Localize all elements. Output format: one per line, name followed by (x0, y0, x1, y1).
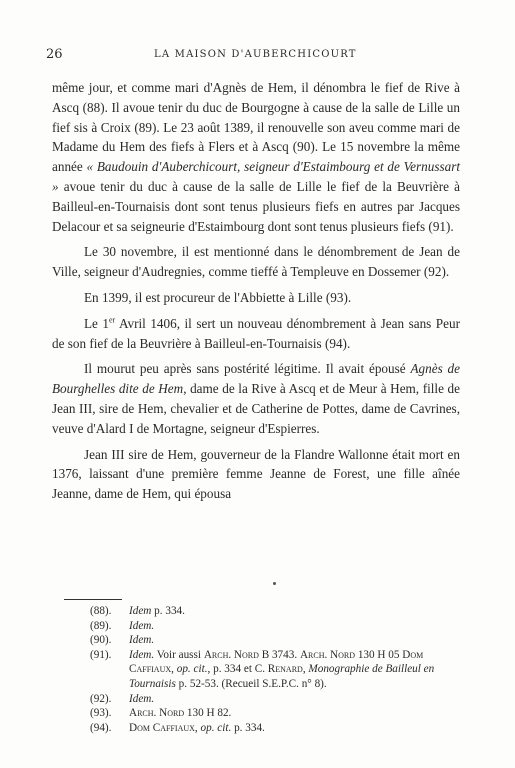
footnote-text: Idem. (129, 648, 155, 661)
footnote-text: Arch. Nord (129, 707, 185, 720)
paragraph-6: Jean III sire de Hem, gouverneur de la Flandre Wallonne était mort en 1376, laissant d'une première femme Jeanne de Forest, une fille aînée Jeanne, dame de Hem, qui épousa (52, 446, 460, 502)
footnote-text: C. Renard (254, 663, 303, 676)
footnote-number: (93). (90, 707, 112, 720)
paragraph-4-text-b: Avril 1406, il sert un nouveau dénombrement à Jean sans Peur de son fief de la Beuvrière à Bailleul-en-Tournaisis (94). (52, 315, 460, 351)
footnote-number: (91). (90, 648, 112, 661)
paragraph-1 (52, 78, 460, 236)
paragraph-2: Le 30 novembre, il est mentionné dans le dénombrement de Jean de Ville, seigneur d'Audregnies, comme tieffé à Templeuve en Dossemer (92). (52, 244, 460, 280)
paragraph-1-text-c: avoue tenir du duc à cause de la salle de Lille le fief de la Beuvrière à Bailleul-en-Tournaisis dont sont tenus plusieurs fiefs en autres par Jacques Delacour et sa seigneurie d'Estaimbourg dont sont tenus plusieurs fiefs (91). (52, 178, 460, 234)
footnote (90, 648, 462, 692)
footnote-text: op. cit. (200, 721, 232, 734)
footnote (90, 692, 462, 707)
footnote (90, 633, 462, 648)
paragraph-1-text-a: même jour, et comme mari d'Agnès de Hem, il dénombra le fief de Rive à Ascq (88). Il avoue tenir du duc de Bourgogne à cause de la salle de Lille un fief sis à Croix (89). Le 23 août 1389, il renouvelle son aveu comme mari de Madame du Hem des fiefs à Flers et à Ascq (90). Le 15 novembre la même année (52, 80, 460, 175)
footnote-number: (92). (90, 692, 112, 705)
footnote-number: (88). (90, 605, 112, 617)
paragraph-4-text-a: Le 1 (84, 315, 109, 331)
paragraph-5-text-a: Il mourut peu après sans postérité légitime. Il avait épousé (84, 361, 411, 377)
footnote-text: Voir aussi (154, 648, 204, 661)
footnote-text: Dom Caffiaux (129, 721, 195, 734)
footnote-text: 130 H 05 (355, 648, 403, 661)
page-speck (273, 582, 276, 585)
footnote-text: 130 H 82. (184, 707, 232, 720)
footnote-text: Arch. Nord (299, 648, 356, 661)
paragraph-3: En 1399, il est procureur de l'Abbiette à Lille (93). (84, 289, 352, 305)
footnote-text: p. 334. (231, 721, 265, 734)
body-text (52, 78, 460, 510)
footnote-text: Dom Caffiaux (129, 648, 424, 676)
footnote-text: Arch. Nord (203, 648, 259, 661)
paragraph-4 (52, 314, 460, 354)
footnote-text: , (302, 663, 309, 676)
footnote-text: Idem. (129, 634, 155, 647)
footnote-text: , (171, 663, 177, 676)
footnote-text: op. cit. (176, 663, 208, 676)
footnote-text: p. 334. (151, 605, 185, 617)
footnote (90, 706, 462, 721)
paragraph-4-superscript: er (109, 315, 116, 325)
page-header (46, 47, 456, 63)
footnote-number: (89). (90, 619, 112, 632)
footnote-text: B 3743. (258, 648, 300, 661)
paragraph-5-text-c: , dame de la Rive à Ascq et de Meur à Hem, fille de Jean III, sire de Hem, chevalier et de Catherine de Pottes, dame de Cavrines, veuve d'Alard I de Mortagne, seigneur d'Espierres. (52, 381, 460, 436)
footnote-text: Idem. (129, 692, 155, 705)
paragraph-1-quote: « Baudouin d'Auberchicourt, seigneur d'Estaimbourg et de Vernussart » (52, 159, 460, 194)
footnote-number: (90). (90, 634, 112, 647)
footnote-separator (64, 599, 122, 600)
footnote (90, 619, 462, 634)
paragraph-5-name: Agnès de Bourghelles dite de Hem (52, 361, 460, 397)
footnote-text: , p. 334 et (207, 663, 255, 676)
footnote-text: p. 52-53. (Recueil S.E.P.C. n° 8). (175, 677, 327, 690)
footnote (90, 604, 462, 619)
footnote (90, 721, 462, 736)
running-title: LA MAISON D'AUBERCHICOURT (154, 49, 357, 60)
footnote-number: (94). (90, 721, 112, 734)
footnotes (90, 604, 462, 735)
page-number: 26 (46, 47, 63, 62)
footnote-text: Idem. (129, 619, 155, 632)
footnote-text: , (194, 721, 201, 734)
paragraph-5 (52, 359, 460, 438)
footnote-text: Idem (129, 605, 152, 617)
footnote-text: Monographie de Bailleul en Tournaisis (129, 663, 435, 690)
